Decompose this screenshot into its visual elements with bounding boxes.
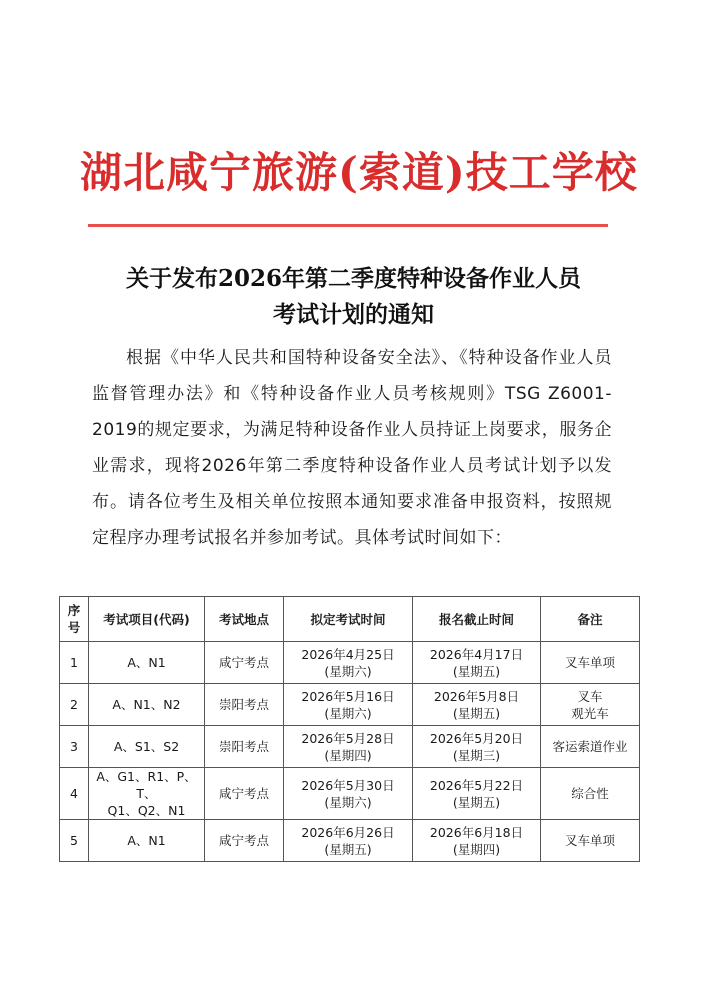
table-row (60, 642, 640, 684)
cell-location: 咸宁考点 (205, 768, 284, 820)
body-paragraph: 根据《中华人民共和国特种设备安全法》、《特种设备作业人员监督管理办法》和《特种设备作业人员考核规则》TSG Z6001-2019的规定要求，为满足特种设备作业人员持证上岗要求，服务企业需求，现将2026年第二季度特种设备作业人员考试计划予以发布。请各位考生及相关单位按照本通知要求准备申报资料，按照规定程序办理考试报名并参加考试。具体考试时间如下： (92, 348, 612, 548)
cell-item (89, 820, 205, 862)
header-exam-time: 拟定考试时间 (284, 597, 413, 642)
cell-exam-date: 2026年5月30日 (301, 777, 395, 793)
cell-deadline-date: 2026年4月17日 (429, 646, 524, 662)
cell-remark (541, 820, 640, 862)
header-index (60, 597, 89, 642)
cell-exam-time (284, 684, 413, 726)
cell-exam-weekday: (星期六) (324, 663, 372, 679)
header-index-line-2: 号 (67, 620, 81, 635)
cell-exam-date: 2026年5月28日 (301, 730, 395, 746)
cell-remark-line-2: 观光车 (571, 705, 609, 721)
cell-exam-weekday: (星期四) (324, 747, 372, 763)
cell-exam-time (284, 642, 413, 684)
cell-deadline (413, 642, 541, 684)
header-item: 考试项目(代码) (89, 597, 205, 642)
cell-deadline-date: 2026年5月8日 (433, 688, 520, 704)
cell-index: 1 (60, 642, 89, 684)
cell-location: 崇阳考点 (205, 684, 284, 726)
cell-item (89, 768, 205, 820)
cell-deadline-weekday: (星期五) (452, 705, 501, 721)
table-row (60, 726, 640, 768)
cell-item-line-1: A、G1、R1、P、T、 (96, 769, 197, 801)
cell-exam-weekday: (星期六) (324, 794, 372, 810)
cell-remark-line-1: 叉车 (577, 688, 603, 704)
cell-location: 咸宁考点 (205, 820, 284, 862)
cell-deadline (413, 726, 541, 768)
table-row (60, 820, 640, 862)
cell-deadline (413, 684, 541, 726)
cell-remark (541, 642, 640, 684)
cell-remark-line-1: 叉车单项 (564, 655, 615, 670)
cell-location: 崇阳考点 (205, 726, 284, 768)
cell-deadline (413, 768, 541, 820)
cell-deadline-weekday: (星期五) (452, 663, 501, 679)
cell-deadline-weekday: (星期五) (452, 794, 501, 810)
cell-index: 5 (60, 820, 89, 862)
cell-deadline (413, 820, 541, 862)
cell-remark (541, 684, 640, 726)
header-divider (88, 224, 608, 227)
cell-item (89, 642, 205, 684)
cell-deadline-date: 2026年6月18日 (429, 824, 524, 840)
cell-remark-line-1: 叉车单项 (564, 833, 615, 848)
cell-deadline-weekday: (星期四) (452, 841, 501, 857)
header-index-line-1: 序 (67, 603, 81, 618)
cell-exam-date: 2026年4月25日 (301, 646, 395, 662)
cell-item-line-1: A、S1、S2 (113, 739, 180, 754)
exam-schedule-table (59, 596, 640, 862)
cell-exam-weekday: (星期五) (324, 841, 372, 857)
cell-remark-line-1: 综合性 (571, 786, 609, 801)
cell-deadline-weekday: (星期三) (452, 747, 501, 763)
cell-item-line-1: A、N1 (127, 655, 166, 670)
cell-exam-date: 2026年6月26日 (301, 824, 395, 840)
cell-index: 2 (60, 684, 89, 726)
table-header-row (60, 597, 640, 642)
cell-remark (541, 726, 640, 768)
cell-item (89, 726, 205, 768)
cell-exam-time (284, 820, 413, 862)
cell-remark (541, 768, 640, 820)
cell-item-line-1: A、N1 (127, 833, 166, 848)
cell-item-line-1: A、N1、N2 (112, 697, 181, 712)
cell-index: 3 (60, 726, 89, 768)
cell-remark-line-1: 客运索道作业 (552, 739, 628, 754)
header-remark: 备注 (541, 597, 640, 642)
header-deadline: 报名截止时间 (413, 597, 541, 642)
table-row (60, 684, 640, 726)
cell-exam-weekday: (星期六) (324, 705, 372, 721)
cell-exam-date: 2026年5月16日 (301, 688, 395, 704)
table-row (60, 768, 640, 820)
cell-exam-time (284, 726, 413, 768)
organization-header: 湖北咸宁旅游(索道)技工学校 (80, 148, 638, 197)
cell-deadline-date: 2026年5月20日 (429, 730, 524, 746)
cell-location: 咸宁考点 (205, 642, 284, 684)
document-title-line-1: 关于发布2026年第二季度特种设备作业人员 (125, 265, 581, 292)
cell-index: 4 (60, 768, 89, 820)
cell-exam-time (284, 768, 413, 820)
header-location: 考试地点 (205, 597, 284, 642)
cell-item (89, 684, 205, 726)
cell-item-line-2: Q1、Q2、N1 (107, 803, 186, 818)
document-title-line-2: 考试计划的通知 (273, 301, 434, 328)
cell-deadline-date: 2026年5月22日 (429, 777, 524, 793)
